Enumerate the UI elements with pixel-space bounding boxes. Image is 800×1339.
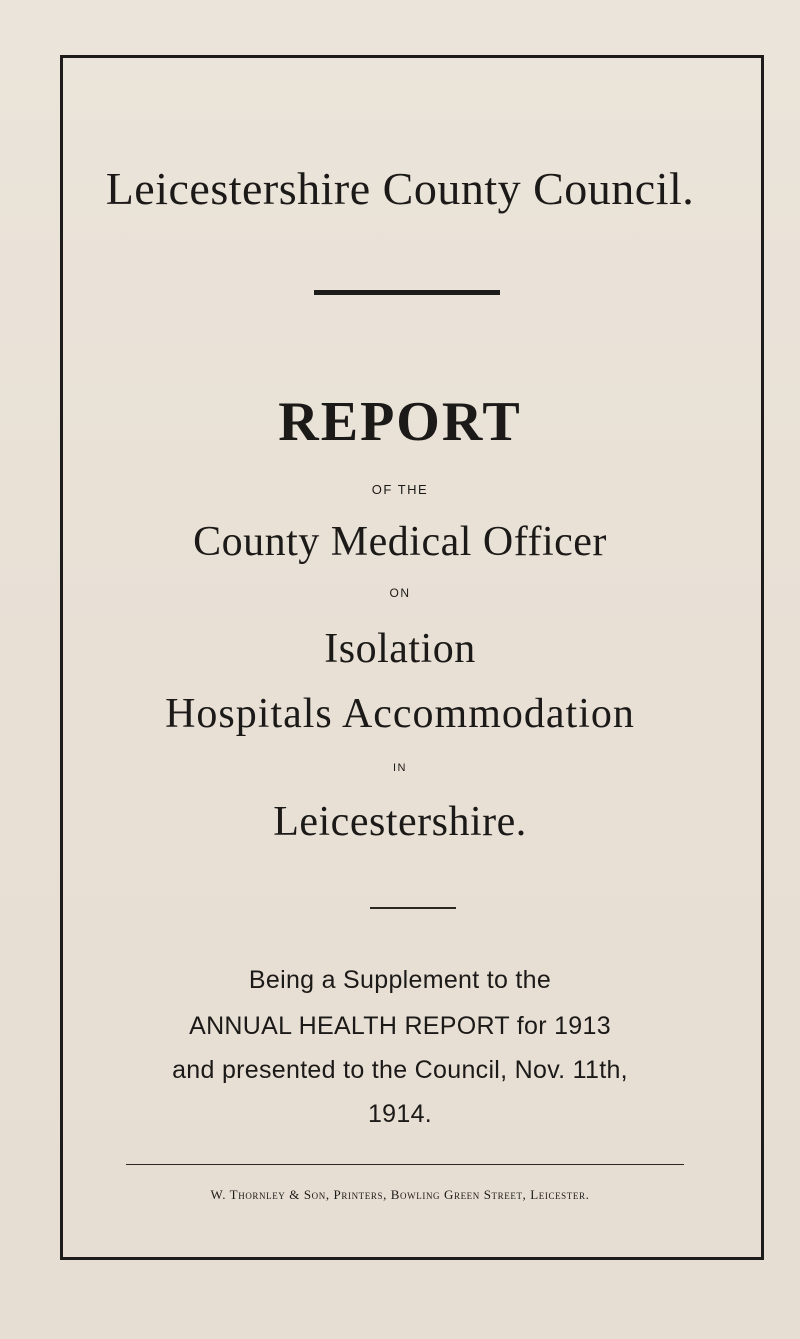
officer-title: County Medical Officer bbox=[193, 519, 607, 565]
report-heading: REPORT bbox=[278, 391, 522, 453]
council-title: Leicestershire County Council. bbox=[105, 163, 695, 214]
supplement-line-3: and presented to the Council, Nov. 11th, bbox=[172, 1056, 628, 1084]
isolation-title: Isolation bbox=[324, 626, 476, 672]
of-the-label: OF THE bbox=[371, 482, 429, 497]
supplement-line-4: 1914. bbox=[367, 1100, 433, 1128]
place-title: Leicestershire. bbox=[273, 799, 527, 845]
supplement-line-1: Being a Supplement to the bbox=[248, 966, 552, 994]
in-label: IN bbox=[393, 762, 407, 774]
hospitals-title: Hospitals Accommodation bbox=[165, 691, 635, 737]
printer-imprint: W. Thornley & Son, Printers, Bowling Green Street, Leicester. bbox=[210, 1187, 590, 1202]
footer-divider bbox=[126, 1164, 684, 1165]
title-divider bbox=[314, 290, 500, 295]
on-label: ON bbox=[389, 586, 411, 600]
supplement-line-2: ANNUAL HEALTH REPORT for 1913 bbox=[189, 1012, 611, 1040]
section-divider bbox=[370, 907, 456, 909]
